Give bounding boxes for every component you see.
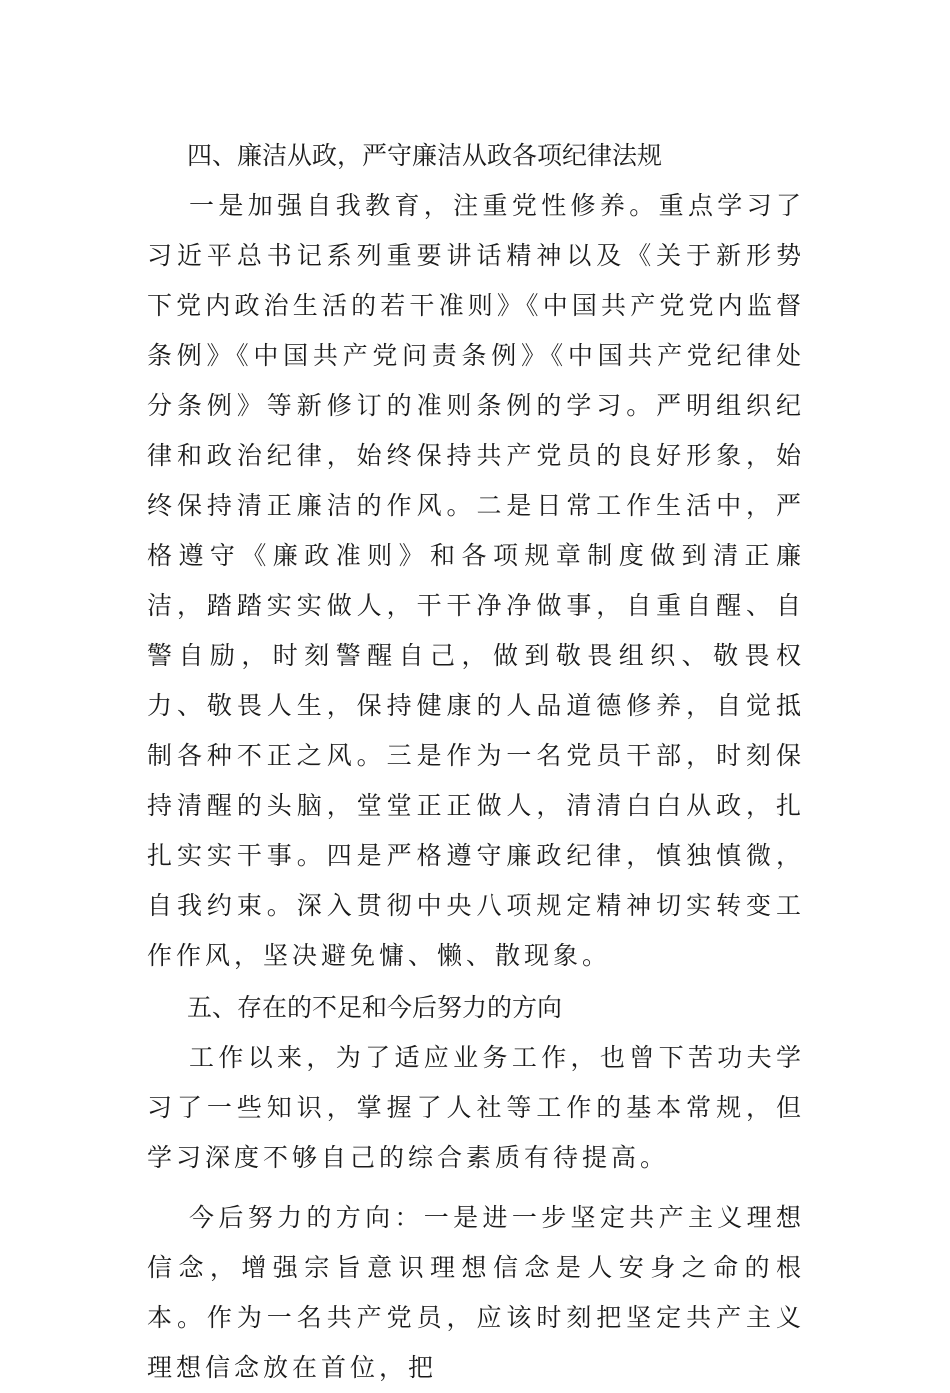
section-4-heading: 四、廉洁从政，严守廉洁从政各项纪律法规: [187, 141, 663, 170]
section-5-heading: 五、存在的不足和今后努力的方向: [187, 993, 563, 1022]
section-5-paragraph-2: 今后努力的方向：一是进一步坚定共产主义理想信念，增强宗旨意识理想信念是人安身之命的根本。作为一名共产党员，应该时刻把坚定共产主义理想信念放在首位，把: [147, 1203, 805, 1382]
section-5-paragraph-1: 工作以来，为了适应业务工作，也曾下苦功夫学习了一些知识，掌握了人社等工作的基本常规，但学习深度不够自己的综合素质有待提高。: [147, 1043, 805, 1172]
section-4-paragraph: 一是加强自我教育，注重党性修养。重点学习了习近平总书记系列重要讲话精神以及《关于新形势下党内政治生活的若干准则》《中国共产党党内监督条例》《中国共产党问责条例》《中国共产党纪律处分条例》等新修订的准则条例的学习。严明组织纪律和政治纪律，始终保持共产党员的良好形象，始终保持清正廉洁的作风。二是日常工作生活中，严格遵守《廉政准则》和各项规章制度做到清正廉洁，踏踏实实做人，干干净净做事，自重自醒、自警自励，时刻警醒自己，做到敬畏组织、敬畏权力、敬畏人生，保持健康的人品道德修养，自觉抵制各种不正之风。三是作为一名党员干部，时刻保持清醒的头脑，堂堂正正做人，清清白白从政，扎扎实实干事。四是严格遵守廉政纪律，慎独慎微，自我约束。深入贯彻中央八项规定精神切实转变工作作风，坚决避免慵、懒、散现象。: [147, 191, 805, 970]
document-body: [147, 131, 805, 1393]
